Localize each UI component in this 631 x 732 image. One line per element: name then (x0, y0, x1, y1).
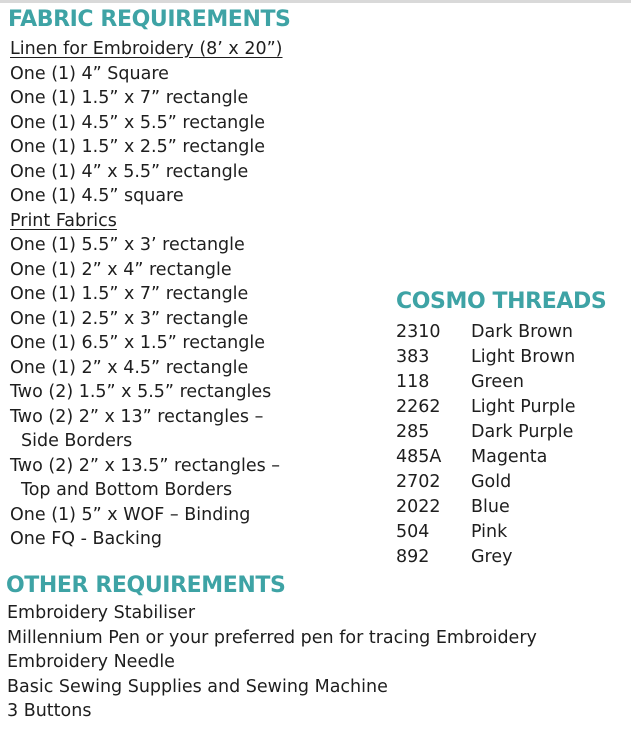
other-requirements-heading: OTHER REQUIREMENTS (6, 573, 286, 598)
thread-row (396, 395, 576, 420)
thread-code: 383 (396, 347, 430, 367)
fabric-item: One (1) 2” x 4” rectangle (10, 259, 232, 280)
cosmo-threads-heading: COSMO THREADS (396, 289, 607, 314)
thread-color-name: Dark Purple (471, 422, 574, 442)
fabric-item: One (1) 1.5” x 2.5” rectangle (10, 137, 265, 157)
cosmo-threads-table (396, 320, 576, 570)
thread-color-name: Magenta (471, 447, 548, 467)
other-requirement-item: Millennium Pen or your preferred pen for tracing Embroidery (7, 627, 537, 648)
fabric-item: Two (2) 2” x 13.5” rectangles – (10, 455, 281, 476)
thread-code: 2262 (396, 397, 441, 417)
other-requirement-item: 3 Buttons (7, 701, 92, 721)
thread-row (396, 495, 576, 520)
fabric-item: Top and Bottom Borders (21, 480, 233, 500)
thread-row (396, 445, 576, 470)
fabric-item: One (1) 6.5” x 1.5” rectangle (10, 333, 265, 353)
thread-color-name: Green (471, 372, 524, 392)
thread-row (396, 420, 576, 445)
thread-color-name: Light Brown (471, 347, 576, 367)
top-divider (0, 0, 631, 3)
thread-code: 504 (396, 522, 430, 542)
fabric-item: One (1) 1.5” x 7” rectangle (10, 284, 249, 304)
fabric-item: Side Borders (21, 431, 133, 451)
thread-color-name: Grey (471, 547, 513, 567)
fabric-item: One (1) 5.5” x 3’ rectangle (10, 235, 245, 255)
thread-color-name: Pink (471, 522, 508, 542)
fabric-requirements-heading: FABRIC REQUIREMENTS (8, 7, 291, 32)
other-requirements-list (7, 601, 537, 724)
thread-row (396, 545, 576, 570)
fabric-item: One (1) 5” x WOF – Binding (10, 504, 251, 525)
thread-code: 285 (396, 422, 430, 442)
fabric-item: One (1) 2.5” x 3” rectangle (10, 308, 249, 329)
thread-color-name: Dark Brown (471, 322, 574, 342)
thread-code: 485A (396, 447, 442, 467)
fabric-item: One (1) 4.5” x 5.5” rectangle (10, 112, 265, 133)
thread-code: 118 (396, 372, 430, 392)
fabric-item: One (1) 4” Square (10, 63, 169, 84)
thread-color-name: Blue (471, 497, 510, 517)
thread-row (396, 470, 576, 495)
thread-code: 2022 (396, 497, 441, 517)
fabric-subheading: Print Fabrics (10, 210, 117, 231)
other-requirement-item: Basic Sewing Supplies and Sewing Machine (7, 676, 388, 697)
thread-row (396, 520, 576, 545)
thread-row (396, 370, 576, 395)
other-requirement-item: Embroidery Stabiliser (7, 603, 196, 623)
fabric-item: One (1) 4.5” square (10, 186, 184, 206)
fabric-item: Two (2) 1.5” x 5.5” rectangles (10, 382, 272, 402)
fabric-item: One (1) 2” x 4.5” rectangle (10, 357, 249, 378)
fabric-requirements-list (10, 37, 283, 552)
thread-code: 2702 (396, 472, 441, 492)
fabric-item: One (1) 1.5” x 7” rectangle (10, 88, 249, 108)
fabric-item: One (1) 4” x 5.5” rectangle (10, 161, 249, 182)
fabric-subheading: Linen for Embroidery (8’ x 20”) (10, 39, 283, 59)
thread-code: 892 (396, 547, 430, 567)
thread-code: 2310 (396, 322, 441, 342)
other-requirement-item: Embroidery Needle (7, 652, 175, 672)
thread-row (396, 320, 576, 345)
thread-row (396, 345, 576, 370)
thread-color-name: Light Purple (471, 397, 576, 417)
fabric-item: Two (2) 2” x 13” rectangles – (10, 406, 264, 427)
fabric-item: One FQ - Backing (10, 529, 163, 549)
thread-color-name: Gold (471, 472, 512, 492)
